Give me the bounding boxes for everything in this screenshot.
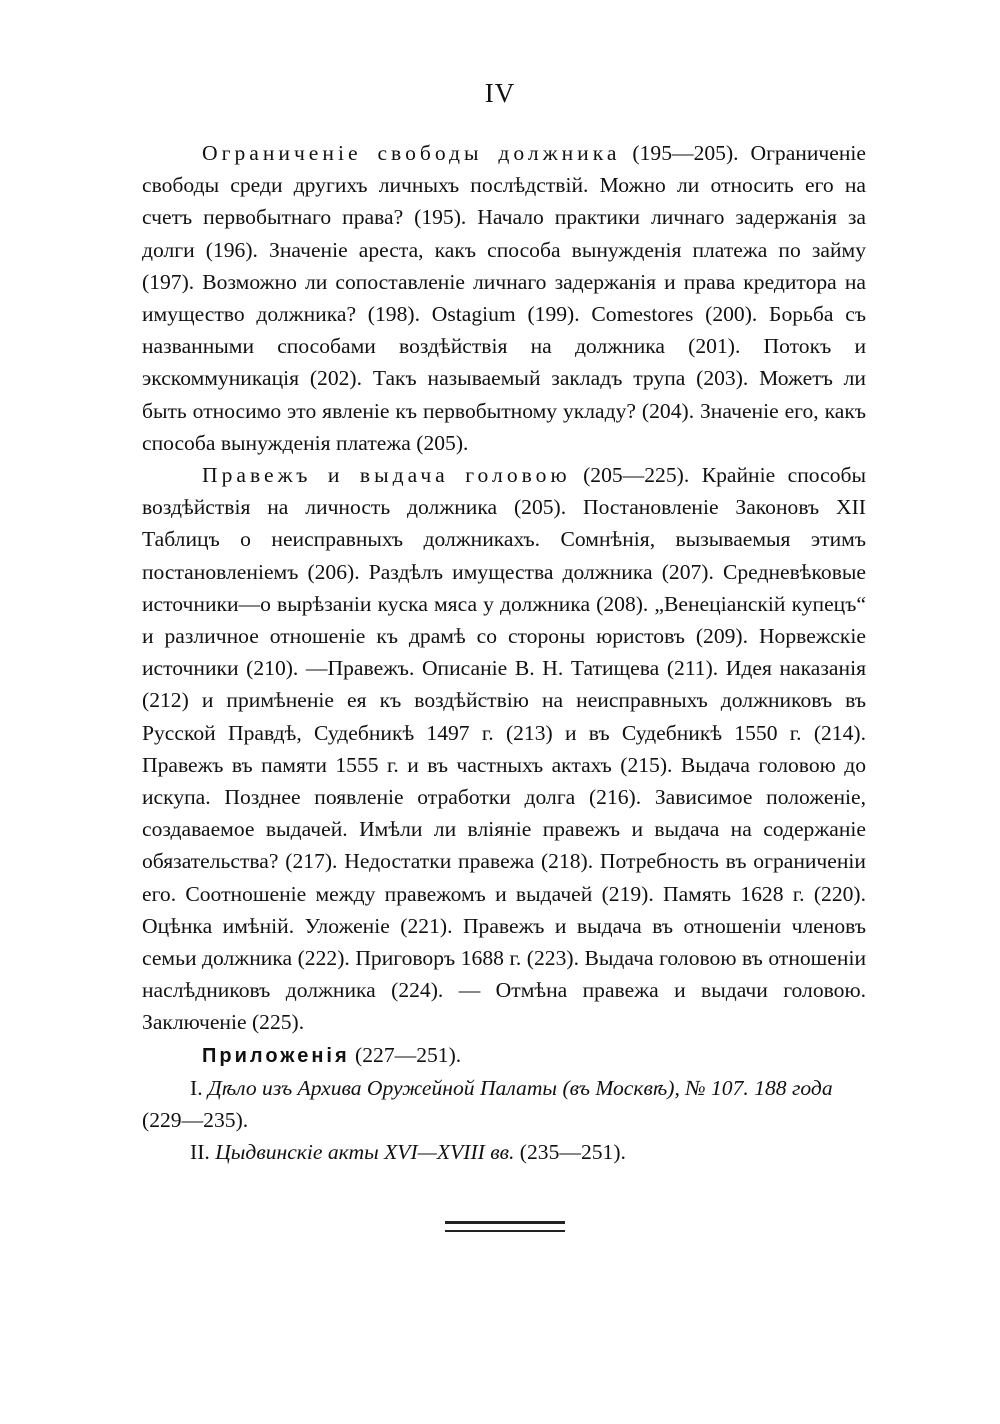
appendix-range: (227—251). xyxy=(349,1042,462,1067)
appendix-item-title: Цыдвинскіе акты XVI—XVIII вв. xyxy=(215,1140,515,1165)
appendix-item-pages: (235—251). xyxy=(514,1140,626,1165)
section-freedom-restriction xyxy=(142,137,866,459)
appendix-heading xyxy=(142,1039,866,1072)
section-text: (195—205). Ограниченіе свободы среди другихъ личныхъ послѣдствій. Можно ли относить его на счетъ первобытнаго права? (195). Начало практики личнаго задержанія за долги (196). Значеніе ареста, какъ способа вынужденія платежа по займу (197). Возможно ли сопоставленіе личнаго задержанія и права кредитора на имущество должника? (198). Ostagium (199). Comestores (200). Борьба съ названными способами воздѣйствія на должника (201). Потокъ и экскоммуникація (202). Такъ называемый закладъ трупа (203). Можетъ ли быть относимо это явленіе къ первобытному укладу? (204). Значеніе его, какъ способа вынужденія платежа (205). xyxy=(142,141,867,455)
page-number: IV xyxy=(484,78,516,108)
section-pravezh xyxy=(142,459,866,1039)
appendix-item xyxy=(142,1136,866,1168)
double-rule-divider xyxy=(445,1221,565,1233)
section-title: Правежъ и выдача головою xyxy=(202,463,571,488)
appendix-item-number: II. xyxy=(190,1140,216,1165)
appendix-item-number: I. xyxy=(190,1075,208,1100)
appendix-title: Приложенія xyxy=(202,1044,350,1067)
appendix-item xyxy=(142,1072,866,1136)
divider-line-bottom xyxy=(445,1230,565,1232)
appendix-item-title: Дѣло изъ Архива Оружейной Палаты (въ Москвѣ), № 107. 188 года xyxy=(208,1075,833,1100)
section-title: Ограниченіе свободы должника xyxy=(202,141,621,165)
divider-line-top xyxy=(445,1221,565,1224)
table-of-contents xyxy=(142,137,866,1169)
section-text: (205—225). Крайніе способы воздѣйствія на личность должника (205). Постановленіе Законовъ XII Таблицъ о неисправныхъ должникахъ. Сомнѣнія, вызываемыя этимъ постановленіемъ (206). Раздѣлъ имущества должника (207). Средневѣковые источники—о вырѣзаніи куска мяса у должника (208). „Венеціанскій купецъ“ и различное отношеніе къ драмѣ со стороны юристовъ (209). Норвежскіе источники (210). —Правежъ. Описаніе В. Н. Татищева (211). Идея наказанія (212) и примѣненіе ея къ воздѣйствію на неисправныхъ должниковъ въ Русской Правдѣ, Судебникѣ 1497 г. (213) и въ Судебникѣ 1550 г. (214). Правежъ въ памяти 1555 г. и въ частныхъ актахъ (215). Выдача головою до искупа. Позднее появленіе отработки долга (216). Зависимое положеніе, создаваемое выдачей. Имѣли ли вліяніе правежъ и выдача на содержаніе обязательства? (217). Недостатки правежа (218). Потребность въ ограниченіи его. Соотношеніе между правежомъ и выдачей (219). Память 1628 г. (220). Оцѣнка имѣній. Уложеніе (221). Правежъ и выдача въ отношеніи членовъ семьи должника (222). Приговоръ 1688 г. (223). Выдача головою въ отношеніи наслѣдниковъ должника (224). — Отмѣна правежа и выдачи головою. Заключеніе (225). xyxy=(142,463,867,1035)
appendix-item-pages: (229—235). xyxy=(142,1108,249,1133)
